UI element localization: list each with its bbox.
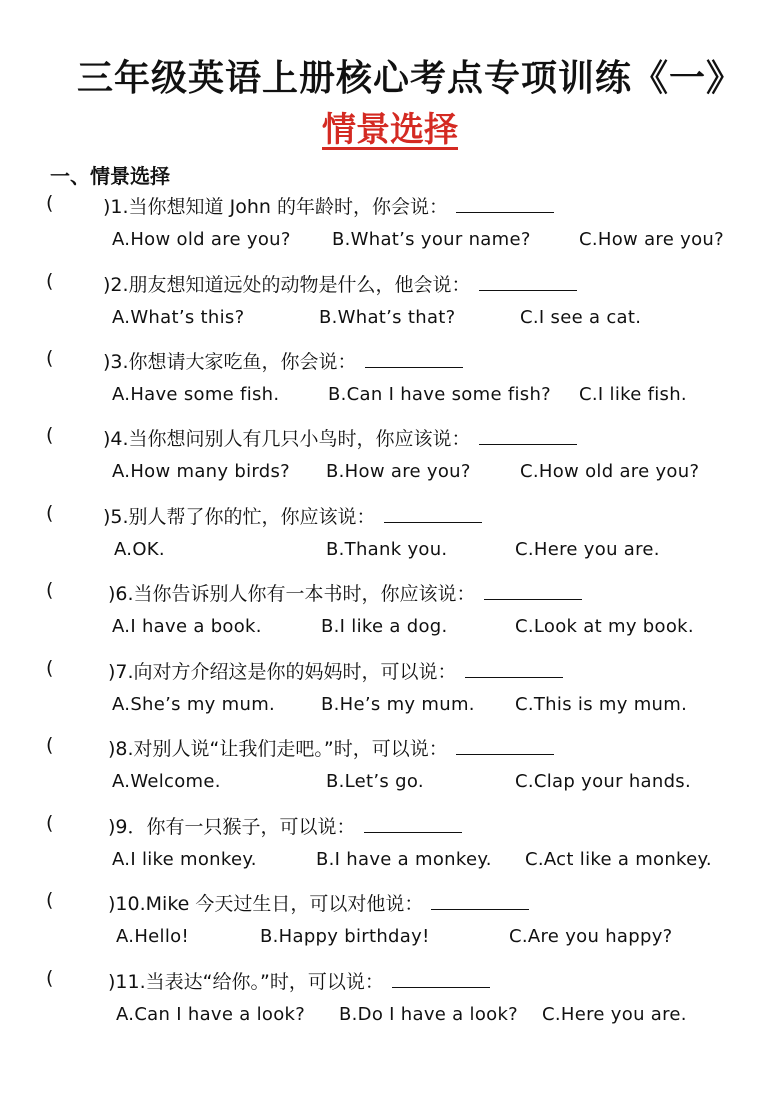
option-c: C.Here you are. <box>542 1004 687 1025</box>
question-stem <box>103 270 577 297</box>
answer-blank[interactable] <box>392 969 490 988</box>
question-item <box>46 192 766 270</box>
option-a: A.OK. <box>114 539 165 560</box>
question-stem <box>103 502 482 529</box>
question-number: )4. <box>103 428 129 450</box>
answer-paren-open: ( <box>46 889 54 911</box>
option-a: A.Welcome. <box>112 771 221 792</box>
option-a: A.Can I have a look? <box>116 1004 306 1025</box>
option-c: C.Are you happy? <box>509 926 673 947</box>
option-c: C.I see a cat. <box>520 307 642 328</box>
question-stem <box>108 579 582 606</box>
question-number: )8. <box>108 738 134 760</box>
answer-paren-open: ( <box>46 967 54 989</box>
option-b: B.Do I have a look? <box>339 1004 519 1025</box>
question-number: )6. <box>108 583 134 605</box>
page-title: 三年级英语上册核心考点专项训练《一》 <box>76 58 743 99</box>
question-item <box>46 579 766 657</box>
question-text: 朋友想知道远处的动物是什么，他会说： <box>128 274 471 296</box>
option-c: C.Clap your hands. <box>515 771 692 792</box>
option-c: C.This is my mum. <box>515 694 688 715</box>
page-subtitle: 情景选择 <box>322 110 458 150</box>
option-b: B.What’s your name? <box>332 229 531 250</box>
answer-blank[interactable] <box>431 891 529 910</box>
question-text: 当你想问别人有几只小鸟时，你应该说： <box>128 428 471 450</box>
option-a: A.How many birds? <box>112 461 291 482</box>
option-a: A.How old are you? <box>112 229 291 250</box>
question-text: 向对方介绍这是你的妈妈时，可以说： <box>133 661 457 683</box>
question-number: )7. <box>108 661 134 683</box>
option-a: A.What’s this? <box>112 307 245 328</box>
option-b: B.Happy birthday! <box>260 926 430 947</box>
answer-blank[interactable] <box>484 581 582 600</box>
question-item <box>46 812 766 890</box>
answer-blank[interactable] <box>465 659 563 678</box>
answer-paren-open: ( <box>46 579 54 601</box>
question-text: Mike 今天过生日，可以对他说： <box>145 893 424 915</box>
answer-paren-open: ( <box>46 812 54 834</box>
option-b: B.How are you? <box>326 461 471 482</box>
question-text: 当你想知道 John 的年龄时，你会说： <box>128 196 448 218</box>
question-stem <box>103 192 554 219</box>
question-stem <box>108 734 554 761</box>
answer-paren-open: ( <box>46 270 54 292</box>
option-b: B.He’s my mum. <box>321 694 475 715</box>
option-a: A.I have a book. <box>112 616 262 637</box>
question-item <box>46 734 766 812</box>
option-a: A.She’s my mum. <box>112 694 276 715</box>
option-c: C.How are you? <box>579 229 724 250</box>
section-heading: 一、情景选择 <box>50 164 170 188</box>
answer-paren-open: ( <box>46 424 54 446</box>
option-b: B.Thank you. <box>326 539 448 560</box>
answer-blank[interactable] <box>456 194 554 213</box>
question-number: )9． <box>108 816 147 838</box>
question-item <box>46 967 766 1045</box>
option-b: B.What’s that? <box>319 307 456 328</box>
question-stem <box>108 889 529 916</box>
option-c: C.I like fish. <box>579 384 687 405</box>
option-c: C.Act like a monkey. <box>525 849 712 870</box>
option-b: B.I like a dog. <box>321 616 448 637</box>
answer-blank[interactable] <box>364 814 462 833</box>
question-text: 当表达“给你。”时，可以说： <box>145 971 384 993</box>
question-item <box>46 889 766 967</box>
question-text: 你有一只猴子，可以说： <box>146 816 356 838</box>
answer-paren-open: ( <box>46 347 54 369</box>
question-stem <box>108 657 563 684</box>
question-text: 你想请大家吃鱼，你会说： <box>128 351 357 373</box>
question-item <box>46 424 766 502</box>
question-stem <box>103 424 577 451</box>
question-number: )11. <box>108 971 146 993</box>
question-item <box>46 657 766 735</box>
option-c: C.Look at my book. <box>515 616 694 637</box>
question-item <box>46 270 766 348</box>
answer-blank[interactable] <box>479 272 577 291</box>
question-item <box>46 347 766 425</box>
question-item <box>46 502 766 580</box>
question-number: )3. <box>103 351 129 373</box>
option-b: B.Let’s go. <box>326 771 424 792</box>
question-number: )1. <box>103 196 129 218</box>
question-number: )10. <box>108 893 146 915</box>
option-b: B.I have a monkey. <box>316 849 492 870</box>
answer-paren-open: ( <box>46 192 54 214</box>
question-stem <box>108 967 490 994</box>
answer-blank[interactable] <box>456 736 554 755</box>
answer-blank[interactable] <box>365 349 463 368</box>
question-text: 别人帮了你的忙，你应该说： <box>128 506 376 528</box>
answer-paren-open: ( <box>46 734 54 756</box>
answer-paren-open: ( <box>46 502 54 524</box>
answer-blank[interactable] <box>384 504 482 523</box>
option-b: B.Can I have some fish? <box>328 384 552 405</box>
question-text: 对别人说“让我们走吧。”时，可以说： <box>133 738 448 760</box>
question-stem <box>108 812 462 839</box>
option-a: A.Hello! <box>116 926 189 947</box>
question-stem <box>103 347 463 374</box>
answer-blank[interactable] <box>479 426 577 445</box>
option-a: A.I like monkey. <box>112 849 257 870</box>
option-a: A.Have some fish. <box>112 384 280 405</box>
answer-paren-open: ( <box>46 657 54 679</box>
question-text: 当你告诉别人你有一本书时，你应该说： <box>133 583 476 605</box>
option-c: C.Here you are. <box>515 539 660 560</box>
question-number: )2. <box>103 274 129 296</box>
question-number: )5. <box>103 506 129 528</box>
option-c: C.How old are you? <box>520 461 700 482</box>
